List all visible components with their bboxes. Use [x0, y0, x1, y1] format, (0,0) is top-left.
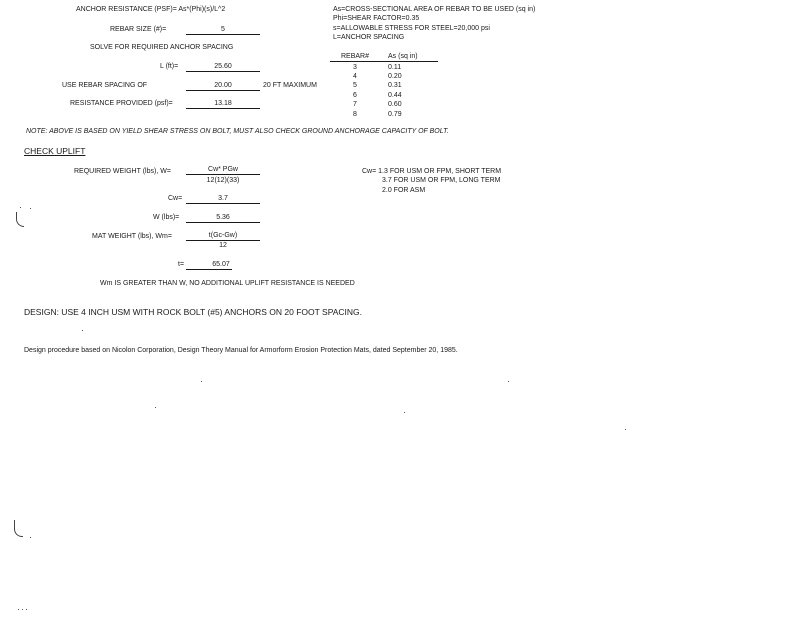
scan-mark	[14, 520, 23, 537]
w-value: 5.36	[216, 214, 230, 221]
resistance-value-wrap	[186, 100, 260, 107]
scan-dot	[201, 381, 202, 382]
def-s: s=ALLOWABLE STRESS FOR STEEL=20,000 psi	[333, 25, 490, 32]
mat-weight-numerator-wrap	[186, 232, 260, 239]
cw-def-3: 2.0 FOR ASM	[382, 187, 426, 194]
table-cell-as: 0.31	[388, 82, 402, 90]
w-value-wrap	[186, 214, 260, 221]
scan-dot	[18, 609, 19, 610]
use-spacing-label: USE REBAR SPACING OF	[62, 82, 148, 89]
mat-weight-numerator: t(Gc-Gw)	[208, 232, 238, 239]
scan-dot	[625, 429, 626, 430]
resistance-value: 13.18	[214, 100, 232, 107]
cw-label: Cw=	[168, 195, 183, 202]
mat-weight-denominator-wrap	[186, 242, 260, 249]
cw-value-wrap	[186, 195, 260, 202]
solve-label: SOLVE FOR REQUIRED ANCHOR SPACING	[90, 44, 234, 51]
table-cell-rebar: 6	[353, 91, 357, 99]
mat-weight-denominator: 12	[219, 242, 227, 249]
table-header-rebar: REBAR#	[330, 52, 380, 62]
scan-dot	[26, 609, 27, 610]
table-header-row	[330, 52, 438, 62]
table-row	[330, 100, 438, 109]
scan-dot	[22, 609, 23, 610]
scan-dot	[30, 208, 31, 209]
table-cell-as: 0.11	[388, 63, 402, 71]
table-cell-rebar: 8	[353, 110, 357, 118]
table-cell-rebar: 7	[353, 101, 357, 109]
max-spacing-label: 20 FT MAXIMUM	[263, 82, 317, 89]
l-value-wrap	[186, 63, 260, 70]
table-cell-as: 0.20	[388, 72, 402, 80]
table-cell-as: 0.44	[388, 91, 402, 99]
uplift-conclusion: Wm IS GREATER THAN W, NO ADDITIONAL UPLIFT RESISTANCE IS NEEDED	[100, 280, 355, 287]
rebar-size-value: 5	[221, 26, 225, 33]
rebar-size-value-wrap	[186, 26, 260, 33]
def-phi: Phi=SHEAR FACTOR=0.35	[333, 15, 420, 22]
t-value-wrap	[186, 261, 232, 268]
scan-dot	[155, 407, 156, 408]
l-value: 25.60	[214, 63, 232, 70]
scan-mark	[16, 212, 24, 227]
required-weight-denominator: 12(12)(33)	[206, 177, 240, 184]
table-row	[330, 72, 438, 81]
rebar-size-underline	[186, 34, 260, 35]
cw-underline	[186, 203, 260, 204]
resistance-label: RESISTANCE PROVIDED (psf)=	[70, 100, 173, 107]
required-weight-label: REQUIRED WEIGHT (lbs), W=	[74, 168, 171, 175]
cw-def-1: Cw= 1.3 FOR USM OR FPM, SHORT TERM	[362, 168, 502, 175]
scan-dot	[20, 207, 21, 208]
cw-def-2: 3.7 FOR USM OR FPM, LONG TERM	[382, 177, 501, 184]
w-underline	[186, 222, 260, 223]
required-weight-fraction-bar	[186, 174, 260, 175]
t-label: t=	[178, 261, 185, 268]
required-weight-numerator: Cw* PGw	[208, 166, 238, 173]
scan-dot	[30, 537, 31, 538]
table-row	[330, 109, 438, 118]
scan-dot	[404, 412, 405, 413]
cw-value: 3.7	[218, 195, 228, 202]
use-spacing-underline	[186, 90, 260, 91]
table-cell-rebar: 4	[353, 72, 357, 80]
scan-dot	[508, 381, 509, 382]
rebar-table	[330, 52, 438, 119]
table-cell-rebar: 5	[353, 82, 357, 90]
table-row	[330, 81, 438, 90]
w-label: W (lbs)=	[153, 214, 180, 221]
reference-note: Design procedure based on Nicolon Corporation, Design Theory Manual for Armorform Erosion Protection Mats, dated September 20, 1985.	[24, 347, 458, 354]
def-as: As=CROSS-SECTIONAL AREA OF REBAR TO BE USED (sq in)	[333, 6, 536, 13]
l-label: L (ft)=	[160, 63, 179, 70]
resistance-underline	[186, 108, 260, 109]
required-weight-denominator-wrap	[186, 177, 260, 184]
table-header-as: As (sq in)	[380, 52, 438, 62]
table-cell-as: 0.60	[388, 101, 402, 109]
design-statement: DESIGN: USE 4 INCH USM WITH ROCK BOLT (#5) ANCHORS ON 20 FOOT SPACING.	[24, 307, 363, 317]
l-underline	[186, 71, 260, 72]
t-value: 65.07	[212, 261, 230, 268]
table-cell-as: 0.79	[388, 110, 402, 118]
required-weight-numerator-wrap	[186, 166, 260, 173]
rebar-size-label: REBAR SIZE (#)=	[110, 26, 167, 33]
uplift-heading: CHECK UPLIFT	[24, 146, 86, 156]
def-l: L=ANCHOR SPACING	[333, 34, 405, 41]
t-underline	[186, 269, 232, 270]
scan-dot	[82, 330, 83, 331]
table-cell-rebar: 3	[353, 63, 357, 71]
mat-weight-fraction-bar	[186, 240, 260, 241]
table-row	[330, 62, 438, 72]
table-row	[330, 91, 438, 100]
note: NOTE: ABOVE IS BASED ON YIELD SHEAR STRESS ON BOLT, MUST ALSO CHECK GROUND ANCHORAGE CAPACITY OF BOLT.	[26, 128, 449, 135]
use-spacing-value: 20.00	[214, 82, 232, 89]
mat-weight-label: MAT WEIGHT (lbs), Wm=	[92, 233, 172, 240]
anchor-resistance-formula: ANCHOR RESISTANCE (PSF)= As*(Phi)(s)/L^2	[76, 6, 226, 13]
use-spacing-value-wrap	[186, 82, 260, 89]
